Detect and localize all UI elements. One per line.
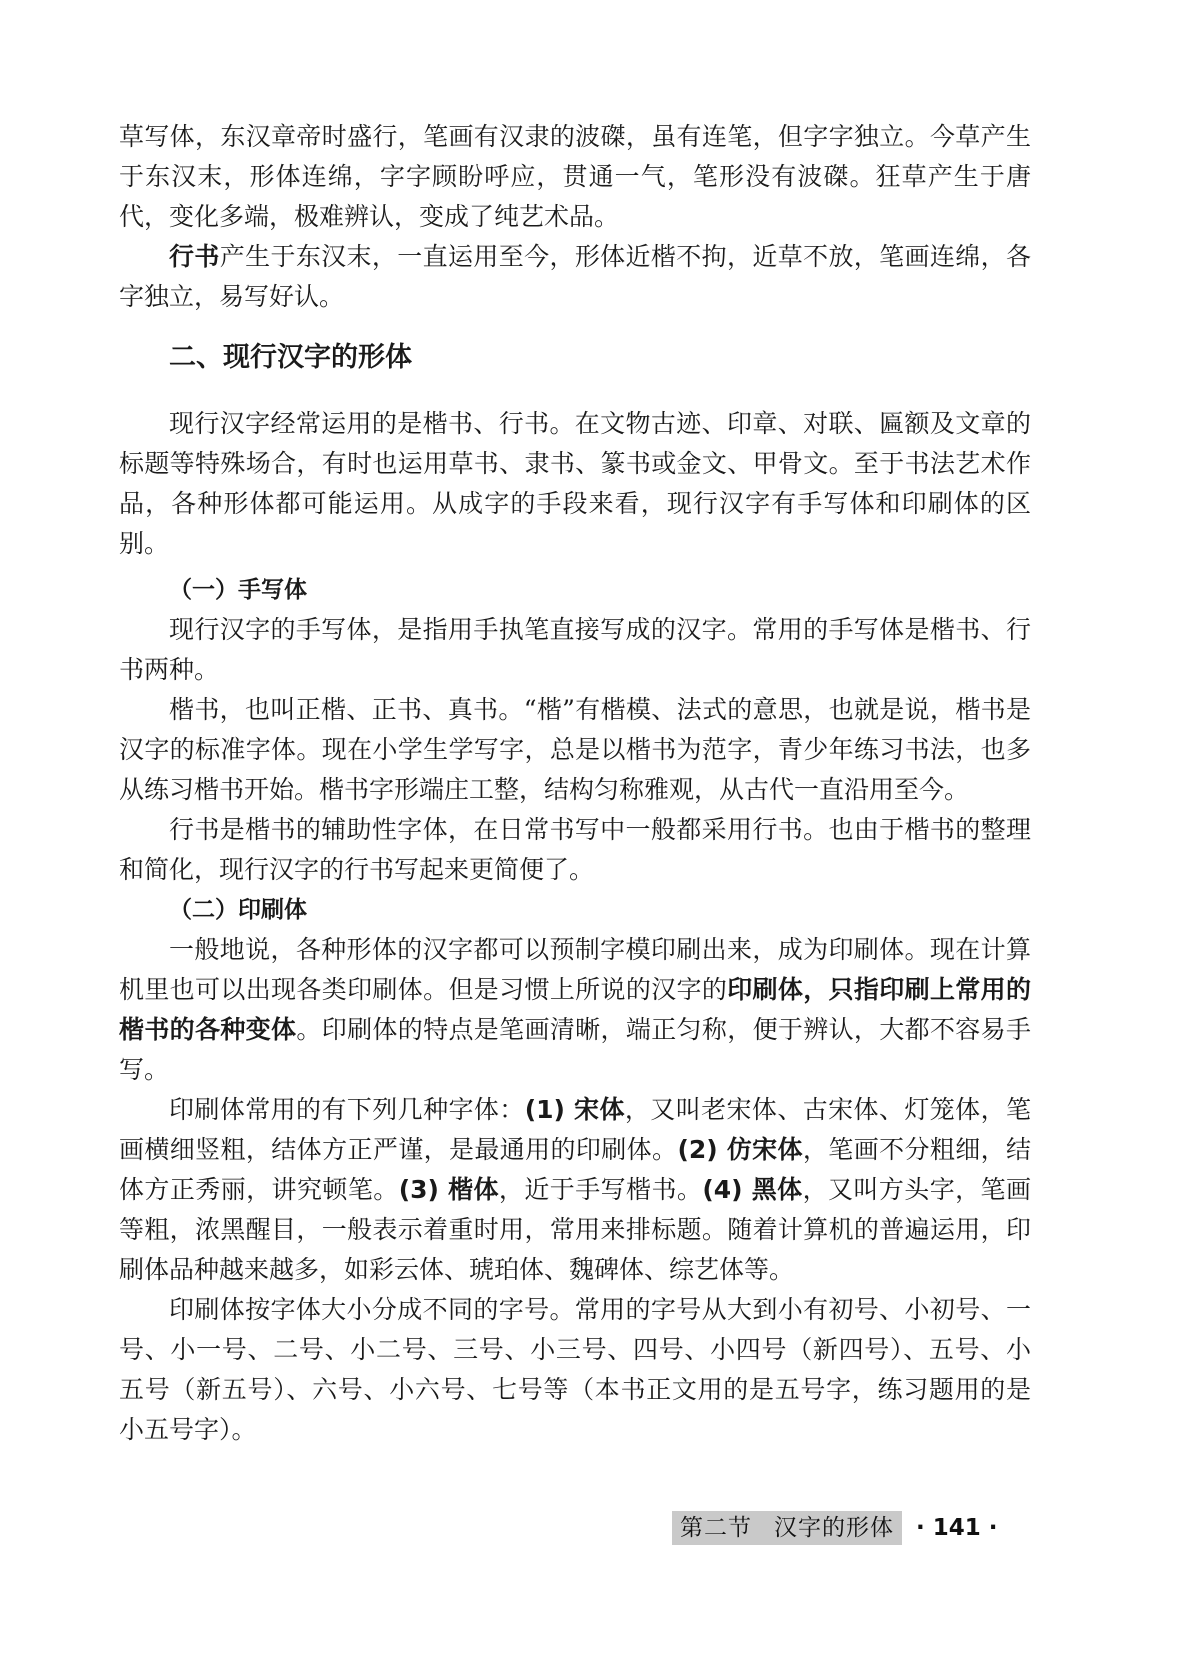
term-fangsong-typeface: (2) 仿宋体	[677, 1135, 803, 1164]
song-typeface-description: ，又叫老宋体、古宋体、灯笼体，笔画横细竖粗，结体方正严谨，是最通用的印刷体。	[119, 1095, 1031, 1164]
paragraph-printed	[119, 930, 1031, 1090]
hei-typeface-description: ，又叫方头字，笔画等粗，浓黑醒目，一般表示着重时用，常用来排标题。随着计算机的普遍运用，印刷体品种越来越多，如彩云体、琥珀体、魏碑体、综艺体等。	[119, 1175, 1031, 1284]
printed-intro: 一般地说，各种形体的汉字都可以预制字模印刷出来，成为印刷体。现在计算机里也可以出现各类印刷体。但是习惯上所说的汉字的	[119, 935, 1031, 1004]
footer-section-label: 第二节	[680, 1515, 752, 1541]
term-song-typeface: (1) 宋体	[524, 1095, 625, 1124]
page-footer	[672, 1510, 998, 1546]
footer-section-title: 汉字的形体	[774, 1515, 894, 1541]
kai-typeface-description: ，近于手写楷书。	[498, 1175, 703, 1204]
paragraph-font-sizes: 印刷体按字体大小分成不同的字号。常用的字号从大到小有初号、小初号、一号、小一号、二号、小二号、三号、小三号、四号、小四号（新四号）、五号、小五号（新五号）、六号、小六号、七号等（本书正文用的是五号字，练习题用的是小五号字）。	[119, 1295, 1031, 1444]
subsection-printed-title: （二）印刷体	[169, 897, 307, 923]
running-footer-section	[672, 1511, 902, 1545]
paragraph-typefaces	[119, 1090, 1031, 1290]
term-running-script: 行书	[169, 242, 220, 271]
printed-features: 。印刷体的特点是笔画清晰，端正匀称，便于辨认，大都不容易手写。	[119, 1015, 1031, 1084]
paragraph-modern-forms: 现行汉字经常运用的是楷书、行书。在文物古迹、印章、对联、匾额及文章的标题等特殊场合，有时也运用草书、隶书、篆书或金文、甲骨文。至于书法艺术作品，各种形体都可能运用。从成字的手段来看，现行汉字有手写体和印刷体的区别。	[119, 409, 1031, 558]
page-body	[119, 117, 1031, 1450]
typefaces-intro: 印刷体常用的有下列几种字体：	[169, 1095, 525, 1124]
term-kai-typeface: (3) 楷体	[398, 1175, 499, 1204]
term-hei-typeface: (4) 黑体	[702, 1175, 803, 1204]
running-script-description: 产生于东汉末，一直运用至今，形体近楷不拘，近草不放，笔画连绵，各字独立，易写好认。	[119, 242, 1031, 311]
paragraph-running-script	[119, 237, 1031, 317]
paragraph-handwritten: 现行汉字的手写体，是指用手执笔直接写成的汉字。常用的手写体是楷书、行书两种。	[119, 615, 1031, 684]
section-title: 二、现行汉字的形体	[169, 342, 412, 373]
subsection-handwritten-title: （一）手写体	[169, 577, 307, 603]
printed-definition: 印刷体，只指印刷上常用的楷书的各种变体	[119, 975, 1031, 1044]
paragraph-cursive-script: 草写体，东汉章帝时盛行，笔画有汉隶的波磔，虽有连笔，但字字独立。今草产生于东汉末，形体连绵，字字顾盼呼应，贯通一气，笔形没有波磔。狂草产生于唐代，变化多端，极难辨认，变成了纯艺术品。	[119, 122, 1031, 231]
page-number: · 141 ·	[916, 1515, 998, 1541]
paragraph-running-script-aux: 行书是楷书的辅助性字体，在日常书写中一般都采用行书。也由于楷书的整理和简化，现行汉字的行书写起来更简便了。	[119, 815, 1031, 884]
fangsong-typeface-description: ，笔画不分粗细，结体方正秀丽，讲究顿笔。	[119, 1135, 1031, 1204]
paragraph-regular-script: 楷书，也叫正楷、正书、真书。“楷”有楷模、法式的意思，也就是说，楷书是汉字的标准字体。现在小学生学写字，总是以楷书为范字，青少年练习书法，也多从练习楷书开始。楷书字形端庄工整，结构匀称雅观，从古代一直沿用至今。	[119, 695, 1031, 804]
